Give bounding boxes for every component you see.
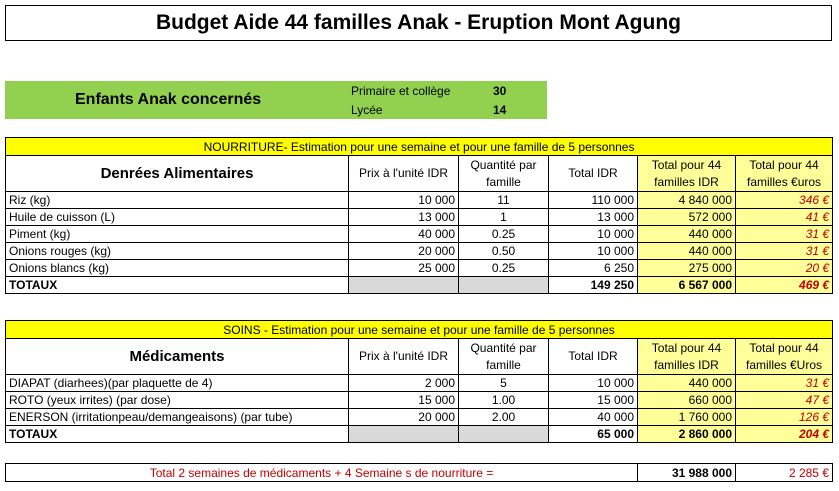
food-item-eur: 41 € [736,209,833,226]
table-row [6,226,833,243]
food-item-qty: 1 [459,209,549,226]
food-item-qty: 0.25 [459,260,549,277]
care-item-eur: 47 € [736,392,833,409]
care-item-eur: 31 € [736,375,833,392]
food-item-eur: 31 € [736,226,833,243]
care-item-eur: 126 € [736,409,833,426]
food-item-name: Onions blancs (kg) [6,260,349,277]
care-item-total: 10 000 [549,375,638,392]
food-item-qty: 11 [459,192,549,209]
food-item-price: 40 000 [349,226,459,243]
food-header-total: Total IDR [549,156,638,192]
food-table [5,137,833,294]
care-item-total: 15 000 [549,392,638,409]
food-banner: NOURRITURE- Estimation pour une semaine et pour une famille de 5 personnes [6,138,833,156]
food-item-total44: 572 000 [638,209,736,226]
care-header-eur: Total pour 44 familles €Uros [736,339,833,375]
food-item-name: Riz (kg) [6,192,349,209]
food-header-item: Denrées Alimentaires [6,156,349,192]
food-totals-total: 149 250 [549,277,638,294]
table-row [6,392,833,409]
food-totals-empty [349,277,459,294]
care-item-total44: 660 000 [638,392,736,409]
food-header-total44: Total pour 44 familles IDR [638,156,736,192]
food-item-qty: 0.25 [459,226,549,243]
food-totals-row [6,277,833,294]
table-row [6,375,833,392]
food-item-price: 20 000 [349,243,459,260]
food-header-price: Prix à l'unité IDR [349,156,459,192]
care-header-item: Médicaments [6,339,349,375]
care-totals-total44: 2 860 000 [638,426,736,443]
care-item-price: 20 000 [349,409,459,426]
care-item-qty: 5 [459,375,549,392]
care-totals-row [6,426,833,443]
food-item-total: 10 000 [549,243,638,260]
care-item-price: 2 000 [349,375,459,392]
care-item-qty: 2.00 [459,409,549,426]
children-primary-value: 30 [493,84,507,98]
grand-total-idr: 31 988 000 [638,464,736,482]
table-row [6,243,833,260]
children-lycee-value: 14 [493,103,507,117]
care-item-total44: 1 760 000 [638,409,736,426]
care-item-total44: 440 000 [638,375,736,392]
care-item-price: 15 000 [349,392,459,409]
budget-title: Budget Aide 44 familles Anak - Eruption Mont Agung [5,5,832,41]
food-item-total: 6 250 [549,260,638,277]
care-totals-eur: 204 € [736,426,833,443]
food-item-price: 13 000 [349,209,459,226]
care-header-total44: Total pour 44 familles IDR [638,339,736,375]
care-item-name: ROTO (yeux irrites) (par dose) [6,392,349,409]
care-totals-total: 65 000 [549,426,638,443]
care-table [5,320,833,443]
food-item-eur: 31 € [736,243,833,260]
food-item-total44: 440 000 [638,226,736,243]
children-label: Enfants Anak concernés [75,91,262,108]
food-header-eur: Total pour 44 familles €uros [736,156,833,192]
grand-total-eur: 2 285 € [736,464,833,482]
food-item-total44: 440 000 [638,243,736,260]
food-item-name: Onions rouges (kg) [6,243,349,260]
care-item-qty: 1.00 [459,392,549,409]
table-row [6,209,833,226]
food-item-total: 110 000 [549,192,638,209]
care-item-name: DIAPAT (diarhees)(par plaquette de 4) [6,375,349,392]
children-primary-label: Primaire et collège [351,84,451,98]
food-item-name: Piment (kg) [6,226,349,243]
table-row [6,409,833,426]
table-row [6,260,833,277]
children-lycee-label: Lycée [351,103,383,117]
food-item-eur: 20 € [736,260,833,277]
food-header-qty: Quantité par famille [459,156,549,192]
care-totals-empty [459,426,549,443]
care-header-price: Prix à l'unité IDR [349,339,459,375]
food-totals-empty [459,277,549,294]
grand-total-label: Total 2 semaines de médicaments + 4 Semaine s de nourriture = [6,464,638,482]
care-totals-empty [349,426,459,443]
food-item-qty: 0.50 [459,243,549,260]
food-totals-label: TOTAUX [6,277,349,294]
food-item-total44: 275 000 [638,260,736,277]
care-item-total: 40 000 [549,409,638,426]
food-item-eur: 346 € [736,192,833,209]
grand-total-table [5,463,833,482]
food-item-price: 25 000 [349,260,459,277]
care-header-qty: Quantité par famille [459,339,549,375]
food-totals-eur: 469 € [736,277,833,294]
children-box [5,81,547,119]
food-item-total: 10 000 [549,226,638,243]
care-header-total: Total IDR [549,339,638,375]
care-totals-label: TOTAUX [6,426,349,443]
care-item-name: ENERSON (irritationpeau/demangeaisons) (par tube) [6,409,349,426]
food-item-price: 10 000 [349,192,459,209]
food-totals-total44: 6 567 000 [638,277,736,294]
food-item-total44: 4 840 000 [638,192,736,209]
care-banner: SOINS - Estimation pour une semaine et pour une famille de 5 personnes [6,321,833,339]
food-item-name: Huile de cuisson (L) [6,209,349,226]
table-row [6,192,833,209]
food-item-total: 13 000 [549,209,638,226]
